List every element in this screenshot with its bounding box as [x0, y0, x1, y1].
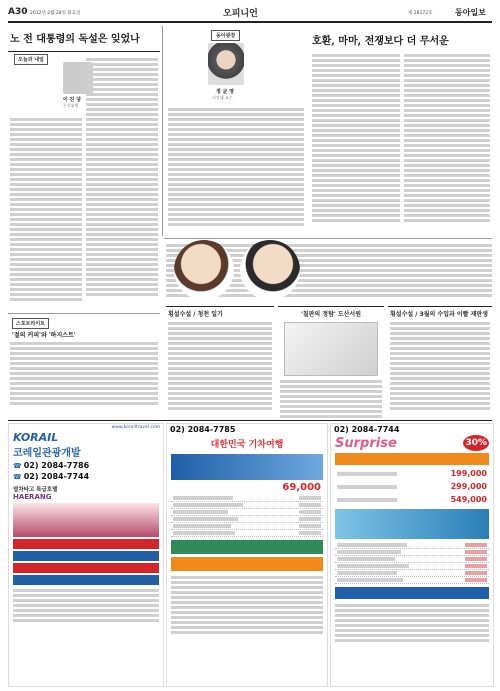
korail-banner-blue	[13, 551, 159, 561]
korail-url[interactable]: www.korailtravel.com	[111, 425, 160, 430]
price-label-placeholder	[337, 472, 397, 476]
box2-body	[278, 378, 384, 422]
right-article	[310, 26, 492, 236]
price-row	[171, 516, 323, 523]
dongA-square-tag: 동아광장	[211, 30, 240, 41]
right-ad-percent: 30%	[463, 435, 489, 451]
box3-body	[388, 320, 492, 418]
phone-icon: ☎	[13, 472, 22, 481]
center-ad-banner-orange	[171, 557, 323, 571]
center-ad-fineprint	[171, 574, 323, 644]
box2-title: '칠판의 정탐' 도산서원	[300, 311, 362, 318]
korail-phone-row-2	[9, 472, 163, 481]
right-ad-banner-row	[331, 435, 493, 451]
korail-phone: 02) 2084-7786	[23, 461, 90, 470]
page-number: A30	[8, 7, 28, 17]
left-body-text-a	[10, 116, 82, 306]
author-name: 이 진 녕	[63, 97, 81, 103]
right-ad-banner: Surprise	[335, 435, 397, 451]
center-ad-list	[171, 495, 323, 537]
right-headline: 호환, 마마, 전쟁보다 더 무서운	[312, 36, 449, 47]
price-row	[335, 577, 489, 584]
right-ad-top	[331, 424, 493, 435]
box3-title: 횡설수설 / 3월의 수입과 이빨 재판생	[390, 311, 488, 318]
price-row	[335, 556, 489, 563]
right-body-a	[312, 52, 400, 232]
column-tag: 오늘과 내일	[14, 54, 48, 65]
edition-number: 제 28172호	[408, 11, 433, 16]
right-ad-fineprint	[335, 602, 489, 652]
price-row	[171, 502, 323, 509]
price-row	[171, 530, 323, 537]
right-ad-strip-2	[335, 587, 489, 599]
right-ad-phone: 02) 2084-7744	[334, 425, 400, 434]
korail-logo: KORAIL	[13, 431, 59, 444]
haerang-title: 열차타고 특급호텔	[13, 487, 58, 493]
center-ad-banner-green	[171, 540, 323, 554]
price-row	[171, 509, 323, 516]
center-ad-banner: 대한민국 기차여행	[210, 440, 284, 450]
price-row	[335, 563, 489, 570]
box1-title: 횡설수설 / 청천 일기	[168, 311, 223, 318]
section-title: 오피니언	[223, 9, 258, 19]
price-label-placeholder	[337, 498, 397, 502]
right-ad-price-2: 299,000	[450, 482, 487, 491]
paper-name: 동아일보	[455, 8, 486, 17]
phone-icon: ☎	[13, 461, 22, 470]
price-row	[335, 542, 489, 549]
price-row	[171, 495, 323, 502]
middle-article	[166, 26, 306, 236]
right-ad-image	[335, 509, 489, 539]
spotlight-tag: 스포트라이트	[12, 318, 49, 329]
center-ad-price: 69,000	[282, 482, 321, 493]
issue-date: 2012년 2월 28일 화요일	[30, 11, 81, 16]
bottom-box-1	[166, 306, 274, 419]
price-row	[335, 570, 489, 577]
center-ad-phone: 02) 2084-7785	[170, 425, 236, 434]
right-ad-strip	[335, 453, 489, 465]
left-article	[8, 26, 160, 416]
price-row	[171, 523, 323, 530]
mid-author-photo	[208, 43, 244, 85]
right-ad	[330, 423, 494, 687]
spotlight-body	[10, 340, 158, 410]
right-ad-price-row-1	[331, 467, 493, 480]
center-ad-image	[171, 454, 323, 480]
bottom-box-2	[278, 306, 384, 419]
price-row	[335, 549, 489, 556]
author-title: 논설위원	[63, 103, 79, 108]
left-divider	[8, 313, 160, 314]
right-ad-price-row-3	[331, 493, 493, 506]
caricature-right	[240, 240, 300, 300]
center-ad-top	[167, 424, 327, 435]
center-ad	[166, 423, 328, 687]
mid-author-name: 정 균 영	[216, 89, 234, 95]
header-rule	[8, 21, 492, 23]
price-label-placeholder	[337, 485, 397, 489]
right-body-b	[404, 52, 490, 232]
mid-author-title: 서강대 교수	[212, 95, 233, 100]
right-ad-price-1: 199,000	[450, 469, 487, 478]
korail-banner-red	[13, 539, 159, 549]
korail-banner-blue-2	[13, 575, 159, 585]
korail-banner-red-2	[13, 563, 159, 573]
col-sep-1	[162, 26, 163, 236]
left-body-text-b	[86, 56, 158, 306]
spotlight-headline: '절의 커피'와 '하지스트'	[12, 332, 76, 339]
mid-body	[168, 106, 304, 234]
bottom-box-3	[388, 306, 492, 419]
caricature-left	[174, 240, 234, 300]
right-ad-price-3: 549,000	[450, 495, 487, 504]
ad-top-rule	[8, 420, 492, 421]
korail-fineprint	[13, 587, 159, 627]
right-ad-list	[335, 542, 489, 584]
korail-phone-2: 02) 2084-7744	[23, 472, 90, 481]
haerang-brand: HAERANG	[13, 493, 52, 501]
right-ad-price-row-2	[331, 480, 493, 493]
korail-phone-row	[9, 459, 163, 472]
caricature-box	[166, 236, 306, 306]
haerang-train-image	[13, 503, 159, 537]
korail-company: 코레일관광개발	[13, 448, 81, 459]
korail-ad	[8, 423, 164, 687]
box1-body	[166, 320, 274, 418]
left-headline: 노 전 대통령의 독설은 잊었나	[8, 26, 160, 52]
masthead	[8, 6, 492, 20]
box2-drawing	[284, 322, 378, 376]
